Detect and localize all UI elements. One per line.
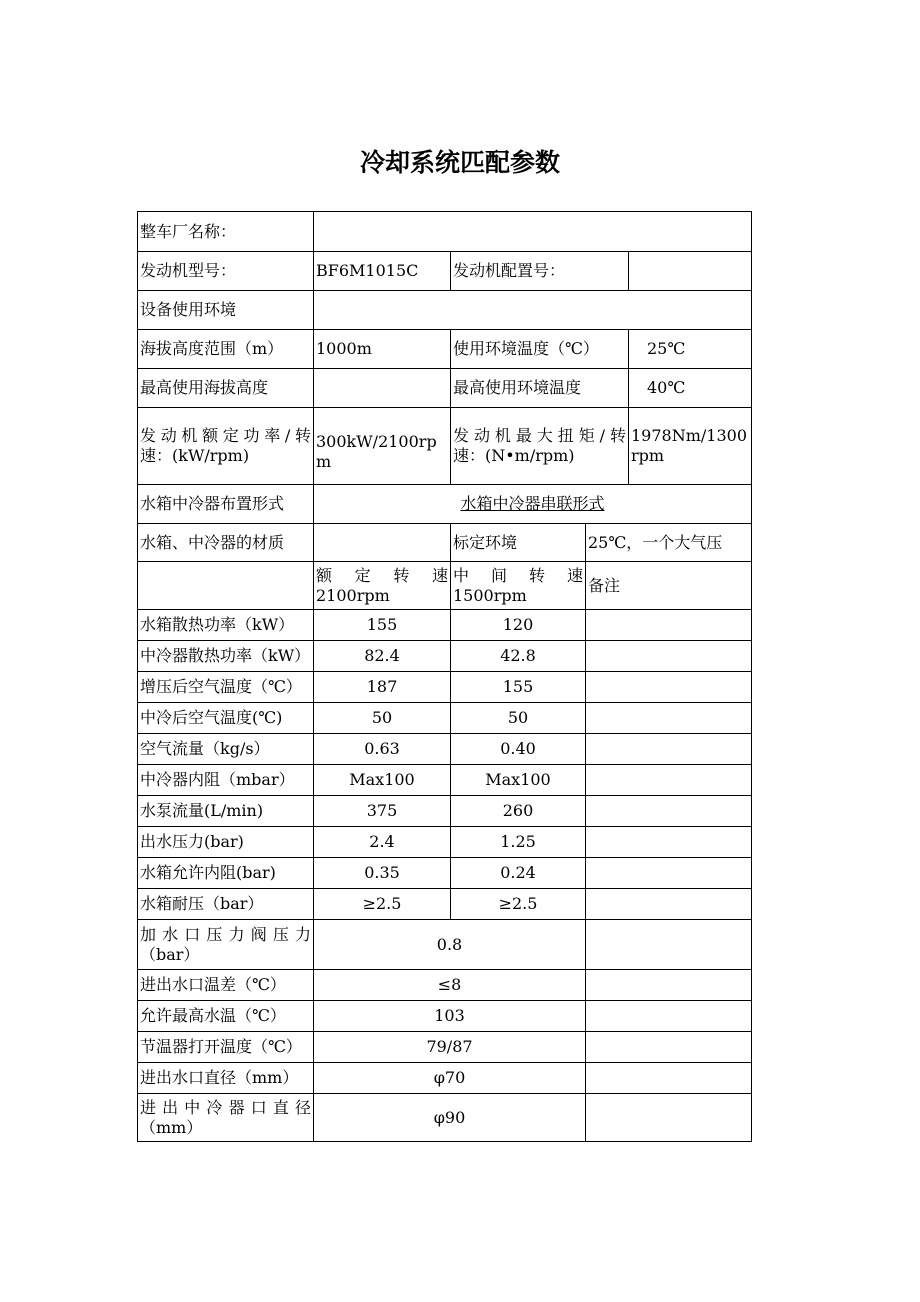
table-row [138,672,752,703]
header-blank [138,562,314,610]
mid-value: 155 [451,672,586,703]
header-mid-speed [451,562,586,610]
row-label: 水箱允许内阻(bar) [138,858,314,889]
row-label: 中冷器内阻（mbar） [138,765,314,796]
row-label [138,920,314,970]
max-altitude-label: 最高使用海拔高度 [138,369,314,408]
remark-value [586,610,752,641]
row-label: 进出水口直径（mm） [138,1063,314,1094]
engine-config-label: 发动机配置号： [451,252,629,291]
mid-value: 1.25 [451,827,586,858]
calibration-value: 25℃，一个大气压 [586,524,752,562]
max-ambient-temp-value: 40℃ [629,369,752,408]
merged-value: 103 [314,1001,586,1032]
row-material [138,524,752,562]
table-row [138,734,752,765]
table-row [138,703,752,734]
max-torque-label [451,408,629,485]
row-max-altitude [138,369,752,408]
header-rated-speed [314,562,451,610]
page-title: 冷却系统匹配参数 [359,148,560,177]
table-row [138,641,752,672]
row-label-line-2: （bar） [140,944,200,964]
mid-value: Max100 [451,765,586,796]
table-row [138,970,752,1001]
merged-value: 0.8 [314,920,586,970]
row-layout [138,485,752,524]
table-row [138,920,752,970]
rated-value: ≥2.5 [314,889,451,920]
table-row [138,889,752,920]
ambient-temp-value: 25℃ [629,330,752,369]
row-label: 空气流量（kg/s） [138,734,314,765]
rated-value: Max100 [314,765,451,796]
row-label: 进出水口温差（℃） [138,970,314,1001]
layout-value: 水箱中冷器串联形式 [314,485,752,524]
rated-power-label [138,408,314,485]
material-label: 水箱、中冷器的材质 [138,524,314,562]
table-row [138,796,752,827]
environment-value [314,291,752,330]
merged-value: 79/87 [314,1032,586,1063]
rated-value: 82.4 [314,641,451,672]
table-row [138,1063,752,1094]
remark-value [586,858,752,889]
merged-value: φ90 [314,1094,586,1142]
row-label: 增压后空气温度（℃） [138,672,314,703]
mid-value: 50 [451,703,586,734]
engine-model-value: BF6M1015C [314,252,451,291]
remark-value [586,1063,752,1094]
rated-value: 155 [314,610,451,641]
row-label: 水泵流量(L/min) [138,796,314,827]
mid-value: 0.24 [451,858,586,889]
header-mid-speed-line-2: 1500rpm [453,585,527,605]
rated-value: 375 [314,796,451,827]
remark-value [586,672,752,703]
remark-value [586,1001,752,1032]
row-label: 水箱耐压（bar） [138,889,314,920]
row-label: 中冷后空气温度(℃) [138,703,314,734]
row-label-line-2: （mm） [140,1117,203,1137]
remark-value [586,703,752,734]
mid-value: 42.8 [451,641,586,672]
engine-config-value [629,252,752,291]
max-altitude-value [314,369,451,408]
remark-value [586,970,752,1001]
rated-power-label-line-2: 速：(kW/rpm) [140,446,250,465]
environment-label: 设备使用环境 [138,291,314,330]
remark-value [586,734,752,765]
row-engine-model [138,252,752,291]
header-rated-speed-line-1: 额 定 转 速 [316,565,448,585]
header-rated-speed-line-2: 2100rpm [316,585,390,605]
row-label-line-1: 加水口压力阀压力 [140,924,311,944]
merged-value: ≤8 [314,970,586,1001]
remark-value [586,920,752,970]
mid-value: 0.40 [451,734,586,765]
mid-value: 260 [451,796,586,827]
row-environment [138,291,752,330]
remark-value [586,1094,752,1142]
layout-label: 水箱中冷器布置形式 [138,485,314,524]
remark-value [586,641,752,672]
table-row [138,1001,752,1032]
cooling-spec-table [137,211,752,1142]
table-row [138,765,752,796]
remark-value [586,796,752,827]
header-remark: 备注 [586,562,752,610]
row-label: 中冷器散热功率（kW） [138,641,314,672]
row-label: 水箱散热功率（kW） [138,610,314,641]
rated-value: 0.35 [314,858,451,889]
calibration-label: 标定环境 [451,524,586,562]
manufacturer-value [314,212,752,252]
rated-value: 50 [314,703,451,734]
max-torque-label-line-2: 速：(N•m/rpm) [453,446,575,465]
row-label [138,1094,314,1142]
rated-value: 2.4 [314,827,451,858]
row-label: 出水压力(bar) [138,827,314,858]
merged-value: φ70 [314,1063,586,1094]
table-row [138,610,752,641]
rated-value: 0.63 [314,734,451,765]
table-row [138,1094,752,1142]
altitude-range-value: 1000m [314,330,451,369]
row-label-line-1: 进出中冷器口直径 [140,1097,311,1117]
remark-value [586,1032,752,1063]
row-manufacturer [138,212,752,252]
row-column-headers [138,562,752,610]
remark-value [586,765,752,796]
max-torque-label-line-1: 发动机最大扭矩/转 [453,426,626,445]
table-row [138,1032,752,1063]
mid-value: 120 [451,610,586,641]
max-torque-value: 1978Nm/1300rpm [629,408,752,485]
altitude-range-label: 海拔高度范围（m） [138,330,314,369]
max-ambient-temp-label: 最高使用环境温度 [451,369,629,408]
manufacturer-label: 整车厂名称： [138,212,314,252]
rated-power-value: 300kW/2100rpm [314,408,451,485]
engine-model-label: 发动机型号： [138,252,314,291]
table-row [138,858,752,889]
ambient-temp-label: 使用环境温度（℃） [451,330,629,369]
row-altitude [138,330,752,369]
material-value [314,524,451,562]
row-rated-power [138,408,752,485]
rated-power-label-line-1: 发动机额定功率/转 [140,426,311,445]
row-label: 节温器打开温度（℃） [138,1032,314,1063]
mid-value: ≥2.5 [451,889,586,920]
table-row [138,827,752,858]
remark-value [586,827,752,858]
rated-value: 187 [314,672,451,703]
remark-value [586,889,752,920]
header-mid-speed-line-1: 中 间 转 速 [453,565,583,585]
row-label: 允许最高水温（℃） [138,1001,314,1032]
